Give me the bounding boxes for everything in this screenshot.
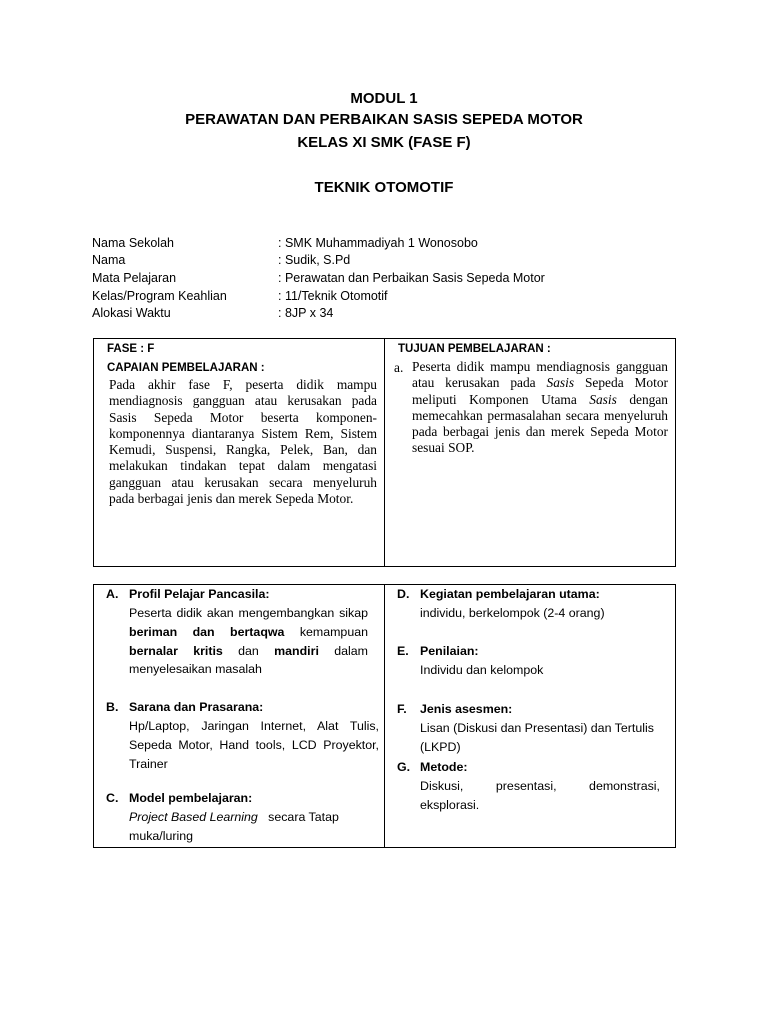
section-body: [129, 604, 368, 679]
capaian-text: Pada akhir fase F, peserta didik mampu mendiagnosis gangguan atau kerusakan pada Sasis Sepeda Motor beserta komponen-komponennya diantaranya Sistem Rem, Sistem Kemudi, Suspensi, Rangka, Pelek, Ban, dan melakukan tindakan tepat dalam mengatasi gangguan atau kerusakan secara menyeluruh pada berbagai jenis dan merek Sepeda Motor.: [109, 377, 377, 507]
section-header: Metode:: [420, 760, 468, 774]
info-label: Nama Sekolah: [92, 236, 174, 250]
capaian-header: CAPAIAN PEMBELAJARAN :: [107, 362, 265, 374]
section-body: Lisan (Diskusi dan Presentasi) dan Tertulis (LKPD): [420, 721, 654, 754]
profile-keyword: dan: [192, 624, 215, 639]
profile-text: dalam menyelesaikan masalah: [129, 643, 368, 677]
tujuan-text-part: Peserta didik mampu mendiagnosis gangguan atau kerusakan pada: [412, 359, 668, 391]
model-name: Project Based Learning: [129, 810, 258, 824]
profile-keyword: mandiri: [274, 643, 319, 658]
section-marker: G.: [397, 760, 411, 774]
section-marker: F.: [397, 702, 407, 716]
info-value: : 11/Teknik Otomotif: [278, 289, 388, 303]
section-header: Sarana dan Prasarana:: [129, 700, 264, 714]
column-divider: [384, 584, 385, 848]
tujuan-text-part: Sepeda Motor meliputi Komponen Utama: [412, 375, 668, 407]
tujuan-marker: a.: [394, 360, 404, 375]
section-header: Penilaian:: [420, 644, 479, 658]
fase-label: FASE : F: [107, 343, 155, 355]
profile-text: Peserta didik akan mengembangkan sikap: [129, 606, 368, 620]
section-marker: E.: [397, 644, 409, 658]
section-header: Model pembelajaran:: [129, 791, 253, 805]
section-body: [129, 808, 379, 846]
section-header: Kegiatan pembelajaran utama:: [420, 587, 600, 601]
section-marker: C.: [106, 791, 119, 805]
tujuan-sasis-term: Sasis: [589, 391, 617, 407]
tujuan-header: TUJUAN PEMBELAJARAN :: [398, 343, 551, 355]
section-body: individu, berkelompok (2-4 orang): [420, 606, 605, 620]
section-marker: A.: [106, 587, 119, 601]
module-class: KELAS XI SMK (FASE F): [297, 134, 471, 151]
info-value: : 8JP x 34: [278, 306, 334, 320]
tujuan-text: [412, 359, 668, 457]
section-body: Diskusi, presentasi, demonstrasi, eksplorasi.: [420, 779, 660, 812]
module-number: MODUL 1: [350, 90, 418, 107]
info-label: Kelas/Program Keahlian: [92, 289, 227, 303]
section-header: Jenis asesmen:: [420, 702, 513, 716]
tujuan-sasis-term: Sasis: [546, 375, 575, 391]
model-detail: secara Tatap muka/luring: [129, 810, 339, 843]
program-title: TEKNIK OTOMOTIF: [314, 179, 454, 196]
section-marker: B.: [106, 700, 119, 714]
profile-text: kemampuan: [299, 624, 368, 639]
column-divider: [384, 338, 385, 567]
section-body: Hp/Laptop, Jaringan Internet, Alat Tulis, Sepeda Motor, Hand tools, LCD Proyektor, Trainer: [129, 719, 379, 771]
info-value: : Perawatan dan Perbaikan Sasis Sepeda Motor: [278, 271, 545, 285]
info-value: : Sudik, S.Pd: [278, 253, 351, 267]
section-body: Individu dan kelompok: [420, 663, 544, 677]
section-header: Profil Pelajar Pancasila:: [129, 587, 270, 601]
info-label: Alokasi Waktu: [92, 306, 171, 320]
module-title: PERAWATAN DAN PERBAIKAN SASIS SEPEDA MOTOR: [185, 111, 583, 128]
info-value: : SMK Muhammadiyah 1 Wonosobo: [278, 236, 478, 250]
info-label: Mata Pelajaran: [92, 271, 177, 285]
info-label: Nama: [92, 253, 126, 267]
profile-text: dan: [238, 643, 259, 658]
profile-keyword: bertaqwa: [230, 624, 285, 639]
profile-keyword: beriman: [129, 624, 178, 639]
profile-keyword: bernalar kritis: [129, 643, 223, 658]
tujuan-text-part: dengan memecahkan permasalahan secara menyeluruh pada berbagai jenis dan merek Sepeda Motor sesuai SOP.: [412, 391, 668, 456]
section-marker: D.: [397, 587, 410, 601]
